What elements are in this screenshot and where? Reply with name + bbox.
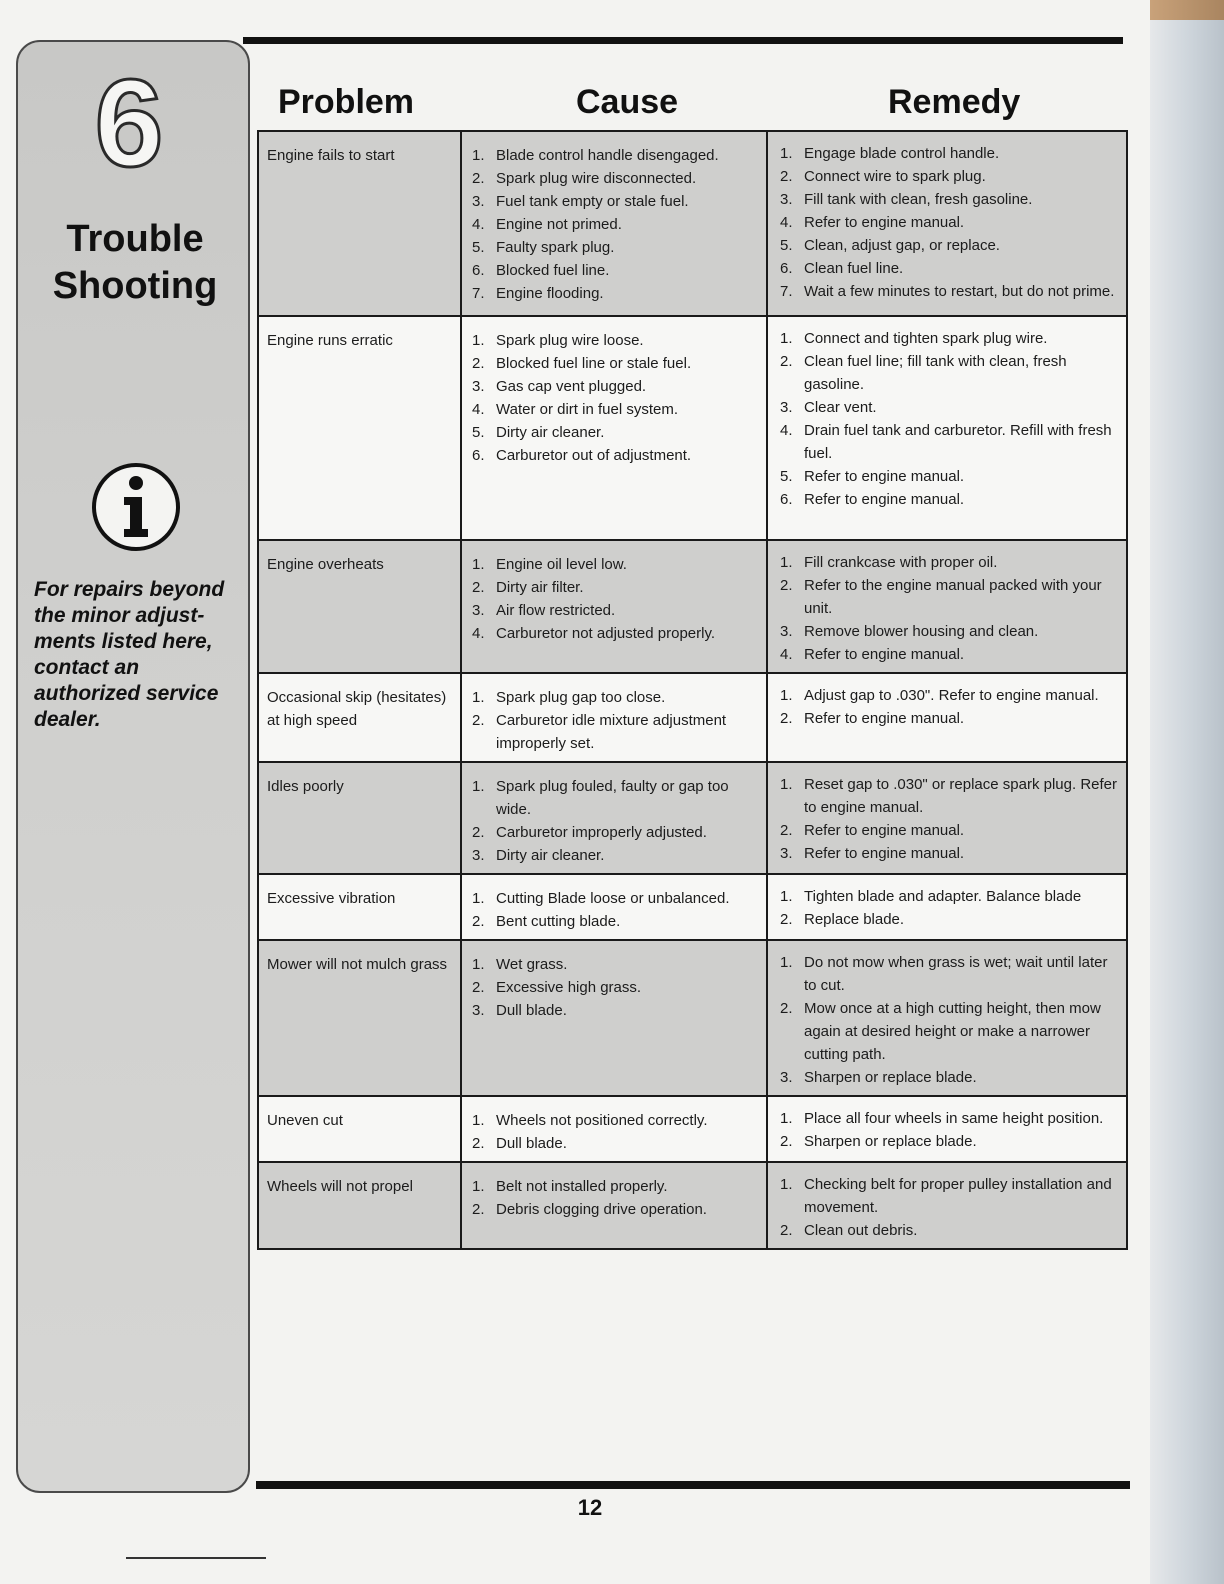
remedy-item-number: 2. (780, 168, 793, 185)
remedy-item (778, 908, 1120, 931)
cause-item (470, 1132, 760, 1155)
remedy-item (778, 1107, 1120, 1130)
table-row (258, 762, 1127, 874)
remedy-item-number: 6. (780, 260, 793, 277)
remedy-cell (767, 316, 1127, 540)
cause-item-number: 3. (472, 847, 485, 864)
cause-item-number: 2. (472, 355, 485, 372)
remedy-item-text: Reset gap to .030" or replace spark plug. Refer to engine manual. (804, 776, 1118, 816)
remedy-item-number: 1. (780, 145, 793, 162)
cause-item-number: 2. (472, 1135, 485, 1152)
info-icon (90, 461, 182, 553)
cause-item-text: Dull blade. (496, 1135, 567, 1152)
cause-item-text: Faulty spark plug. (496, 239, 615, 256)
cause-cell (461, 940, 767, 1096)
remedy-item-text: Refer to engine manual. (804, 710, 965, 727)
cause-item (470, 259, 760, 282)
table-row (258, 316, 1127, 540)
cause-item-number: 5. (472, 424, 485, 441)
cause-item-number: 4. (472, 401, 485, 418)
cause-item (470, 576, 760, 599)
remedy-item (778, 997, 1120, 1066)
cause-item-text: Blade control handle disengaged. (496, 147, 719, 164)
remedy-item-number: 4. (780, 214, 793, 231)
header-remedy: Remedy (888, 83, 1021, 121)
remedy-item-number: 2. (780, 1000, 793, 1017)
remedy-cell (767, 940, 1127, 1096)
cause-item-text: Carburetor idle mixture adjustment improperly set. (496, 712, 727, 752)
cause-item-number: 1. (472, 147, 485, 164)
remedy-item-text: Refer to engine manual. (804, 646, 965, 663)
remedy-item (778, 819, 1120, 842)
remedy-item-text: Refer to the engine manual packed with your unit. (804, 577, 1102, 617)
cause-item-number: 2. (472, 979, 485, 996)
problem-cell: Wheels will not propel (258, 1162, 461, 1249)
cause-item-text: Wet grass. (496, 956, 568, 973)
remedy-item-text: Tighten blade and adapter. Balance blade (804, 888, 1082, 905)
cause-item (470, 375, 760, 398)
remedy-item-text: Refer to engine manual. (804, 845, 965, 862)
cause-cell (461, 540, 767, 673)
cause-item (470, 282, 760, 305)
cause-item-number: 3. (472, 1002, 485, 1019)
remedy-item-text: Clean out debris. (804, 1222, 918, 1239)
remedy-item (778, 551, 1120, 574)
cause-cell (461, 316, 767, 540)
table-row (258, 940, 1127, 1096)
remedy-item-text: Refer to engine manual. (804, 822, 965, 839)
cause-item (470, 398, 760, 421)
remedy-cell (767, 1096, 1127, 1162)
cause-item (470, 329, 760, 352)
remedy-item-text: Clear vent. (804, 399, 877, 416)
cause-item-number: 1. (472, 778, 485, 795)
cause-item-number: 2. (472, 1201, 485, 1218)
remedy-item-text: Drain fuel tank and carburetor. Refill with fresh fuel. (804, 422, 1112, 462)
remedy-cell (767, 540, 1127, 673)
remedy-item (778, 419, 1120, 465)
remedy-item-number: 2. (780, 822, 793, 839)
remedy-item-number: 4. (780, 646, 793, 663)
cause-item (470, 1198, 760, 1221)
cause-item-text: Dirty air cleaner. (496, 847, 605, 864)
cause-item-text: Excessive high grass. (496, 979, 642, 996)
cause-item-text: Carburetor out of adjustment. (496, 447, 692, 464)
remedy-item-text: Refer to engine manual. (804, 214, 965, 231)
cause-item-number: 3. (472, 602, 485, 619)
remedy-item-text: Fill tank with clean, fresh gasoline. (804, 191, 1033, 208)
remedy-item-number: 5. (780, 468, 793, 485)
cause-item-text: Spark plug fouled, faulty or gap too wide. (496, 778, 729, 818)
cause-item-number: 2. (472, 170, 485, 187)
footer-line (126, 1557, 266, 1559)
remedy-item (778, 684, 1120, 707)
remedy-item-number: 1. (780, 1110, 793, 1127)
cause-item-number: 1. (472, 1112, 485, 1129)
remedy-item-number: 1. (780, 776, 793, 793)
remedy-item (778, 951, 1120, 997)
remedy-item-number: 2. (780, 353, 793, 370)
problem-cell: Excessive vibration (258, 874, 461, 940)
remedy-item-text: Connect and tighten spark plug wire. (804, 330, 1048, 347)
page-edge-shadow (1150, 0, 1224, 1584)
cause-item (470, 421, 760, 444)
remedy-cell (767, 1162, 1127, 1249)
remedy-item-number: 1. (780, 554, 793, 571)
cause-item-number: 5. (472, 239, 485, 256)
remedy-item (778, 488, 1120, 511)
remedy-item-text: Connect wire to spark plug. (804, 168, 986, 185)
remedy-item (778, 257, 1120, 280)
remedy-item (778, 188, 1120, 211)
repair-note: For repairs beyond the minor adjust- ments listed here, contact an authorized service dealer. (34, 578, 225, 731)
remedy-item-number: 7. (780, 283, 793, 300)
header-cause: Cause (576, 83, 679, 121)
cause-item (470, 213, 760, 236)
remedy-item (778, 643, 1120, 666)
problem-cell: Engine overheats (258, 540, 461, 673)
chapter-title (20, 216, 250, 310)
remedy-item-number: 2. (780, 1222, 793, 1239)
cause-item-number: 2. (472, 824, 485, 841)
cause-item-number: 3. (472, 193, 485, 210)
table-row (258, 1162, 1127, 1249)
cause-item (470, 599, 760, 622)
cause-item (470, 236, 760, 259)
cause-cell (461, 1096, 767, 1162)
remedy-item-text: Checking belt for proper pulley installation and movement. (804, 1176, 1112, 1216)
problem-cell: Engine fails to start (258, 131, 461, 316)
bottom-rule (256, 1481, 1130, 1489)
cause-item (470, 953, 760, 976)
cause-item-number: 1. (472, 556, 485, 573)
remedy-item-number: 4. (780, 422, 793, 439)
table-row (258, 1096, 1127, 1162)
chapter-title-line2: Shooting (52, 265, 218, 307)
cause-cell (461, 673, 767, 762)
remedy-item-number: 3. (780, 191, 793, 208)
cause-item-text: Wheels not positioned correctly. (496, 1112, 708, 1129)
cause-item (470, 444, 760, 467)
remedy-item-text: Clean fuel line. (804, 260, 904, 277)
remedy-item (778, 1173, 1120, 1219)
cause-item (470, 352, 760, 375)
cause-item-number: 7. (472, 285, 485, 302)
remedy-item (778, 234, 1120, 257)
remedy-item-text: Do not mow when grass is wet; wait until later to cut. (804, 954, 1108, 994)
remedy-item (778, 211, 1120, 234)
cause-item-number: 1. (472, 332, 485, 349)
cause-item-text: Blocked fuel line. (496, 262, 610, 279)
cause-item (470, 686, 760, 709)
cause-item (470, 844, 760, 867)
top-rule (243, 37, 1123, 44)
cause-item-number: 1. (472, 1178, 485, 1195)
cause-cell (461, 874, 767, 940)
cause-item (470, 622, 760, 645)
cause-item-text: Cutting Blade loose or unbalanced. (496, 890, 730, 907)
cause-item (470, 190, 760, 213)
cause-item (470, 976, 760, 999)
cause-item-text: Dull blade. (496, 1002, 567, 1019)
remedy-item-number: 2. (780, 577, 793, 594)
problem-cell: Uneven cut (258, 1096, 461, 1162)
cause-item-text: Belt not installed properly. (496, 1178, 668, 1195)
cause-item-text: Fuel tank empty or stale fuel. (496, 193, 689, 210)
cause-item-text: Carburetor not adjusted properly. (496, 625, 716, 642)
table-row (258, 673, 1127, 762)
page-number: 12 (577, 1495, 603, 1520)
cause-cell (461, 131, 767, 316)
remedy-item (778, 165, 1120, 188)
cause-item (470, 887, 760, 910)
remedy-cell (767, 762, 1127, 874)
cause-item-text: Blocked fuel line or stale fuel. (496, 355, 692, 372)
remedy-item-number: 1. (780, 954, 793, 971)
cause-item-number: 2. (472, 712, 485, 729)
remedy-item-number: 1. (780, 330, 793, 347)
remedy-item-text: Refer to engine manual. (804, 491, 965, 508)
remedy-item-text: Wait a few minutes to restart, but do not prime. (804, 283, 1115, 300)
cause-item (470, 999, 760, 1022)
remedy-item (778, 574, 1120, 620)
remedy-item (778, 773, 1120, 819)
cause-item-text: Dirty air cleaner. (496, 424, 605, 441)
page-edge-corner (1150, 0, 1224, 20)
cause-item-number: 6. (472, 447, 485, 464)
remedy-item (778, 1130, 1120, 1153)
troubleshooting-table (257, 130, 1128, 1250)
remedy-item-text: Fill crankcase with proper oil. (804, 554, 998, 571)
remedy-item-number: 6. (780, 491, 793, 508)
remedy-item (778, 396, 1120, 419)
cause-item-number: 1. (472, 890, 485, 907)
remedy-item (778, 842, 1120, 865)
chapter-title-line1: Trouble (66, 218, 204, 260)
remedy-item (778, 885, 1120, 908)
problem-cell: Engine runs erratic (258, 316, 461, 540)
header-problem: Problem (278, 83, 415, 121)
remedy-item (778, 350, 1120, 396)
remedy-item-text: Sharpen or replace blade. (804, 1069, 977, 1086)
cause-item-text: Engine flooding. (496, 285, 604, 302)
cause-item-number: 2. (472, 579, 485, 596)
chapter-number: 6 (94, 55, 164, 193)
cause-item-number: 4. (472, 625, 485, 642)
cause-item-text: Water or dirt in fuel system. (496, 401, 678, 418)
cause-item-text: Gas cap vent plugged. (496, 378, 647, 395)
remedy-item-text: Clean, adjust gap, or replace. (804, 237, 1000, 254)
remedy-item-number: 1. (780, 888, 793, 905)
remedy-item-number: 3. (780, 399, 793, 416)
remedy-item-number: 2. (780, 911, 793, 928)
remedy-item-number: 1. (780, 687, 793, 704)
cause-item-number: 3. (472, 378, 485, 395)
cause-item (470, 709, 760, 755)
remedy-item (778, 1219, 1120, 1242)
cause-item-number: 1. (472, 689, 485, 706)
cause-item-text: Air flow restricted. (496, 602, 616, 619)
table-row (258, 540, 1127, 673)
remedy-item-text: Replace blade. (804, 911, 905, 928)
remedy-item (778, 707, 1120, 730)
remedy-item-text: Mow once at a high cutting height, then mow again at desired height or make a narrower cutting path. (804, 1000, 1101, 1063)
remedy-item-text: Remove blower housing and clean. (804, 623, 1039, 640)
cause-item-text: Debris clogging drive operation. (496, 1201, 707, 1218)
remedy-item-text: Adjust gap to .030". Refer to engine manual. (804, 687, 1099, 704)
table-row (258, 874, 1127, 940)
cause-item-text: Carburetor improperly adjusted. (496, 824, 707, 841)
remedy-item-number: 1. (780, 1176, 793, 1193)
remedy-item-text: Engage blade control handle. (804, 145, 1000, 162)
cause-item-text: Engine oil level low. (496, 556, 627, 573)
cause-item (470, 821, 760, 844)
cause-item (470, 775, 760, 821)
cause-item-number: 6. (472, 262, 485, 279)
remedy-cell (767, 874, 1127, 940)
remedy-item (778, 327, 1120, 350)
cause-item-number: 1. (472, 956, 485, 973)
remedy-item-text: Refer to engine manual. (804, 468, 965, 485)
table-column-headers (260, 76, 1126, 128)
cause-item-text: Engine not primed. (496, 216, 622, 233)
cause-item (470, 1175, 760, 1198)
remedy-item-number: 2. (780, 710, 793, 727)
cause-item (470, 910, 760, 933)
remedy-item (778, 142, 1120, 165)
remedy-item-number: 3. (780, 845, 793, 862)
remedy-item (778, 280, 1120, 303)
cause-item-text: Bent cutting blade. (496, 913, 621, 930)
cause-item-text: Spark plug gap too close. (496, 689, 666, 706)
remedy-item (778, 620, 1120, 643)
remedy-cell (767, 673, 1127, 762)
remedy-item (778, 1066, 1120, 1089)
problem-cell: Mower will not mulch grass (258, 940, 461, 1096)
problem-cell: Occasional skip (hesitates) at high speed (258, 673, 461, 762)
cause-item (470, 553, 760, 576)
remedy-cell (767, 131, 1127, 316)
remedy-item-text: Place all four wheels in same height position. (804, 1110, 1104, 1127)
remedy-item-number: 5. (780, 237, 793, 254)
table-row (258, 131, 1127, 316)
remedy-item-text: Sharpen or replace blade. (804, 1133, 977, 1150)
remedy-item-text: Clean fuel line; fill tank with clean, fresh gasoline. (804, 353, 1067, 393)
cause-item-text: Dirty air filter. (496, 579, 584, 596)
cause-item (470, 144, 760, 167)
remedy-item-number: 2. (780, 1133, 793, 1150)
cause-item (470, 167, 760, 190)
remedy-item (778, 465, 1120, 488)
remedy-item-number: 3. (780, 1069, 793, 1086)
remedy-item-number: 3. (780, 623, 793, 640)
cause-cell (461, 1162, 767, 1249)
cause-cell (461, 762, 767, 874)
problem-cell: Idles poorly (258, 762, 461, 874)
cause-item (470, 1109, 760, 1132)
cause-item-text: Spark plug wire loose. (496, 332, 644, 349)
cause-item-number: 2. (472, 913, 485, 930)
cause-item-text: Spark plug wire disconnected. (496, 170, 697, 187)
cause-item-number: 4. (472, 216, 485, 233)
